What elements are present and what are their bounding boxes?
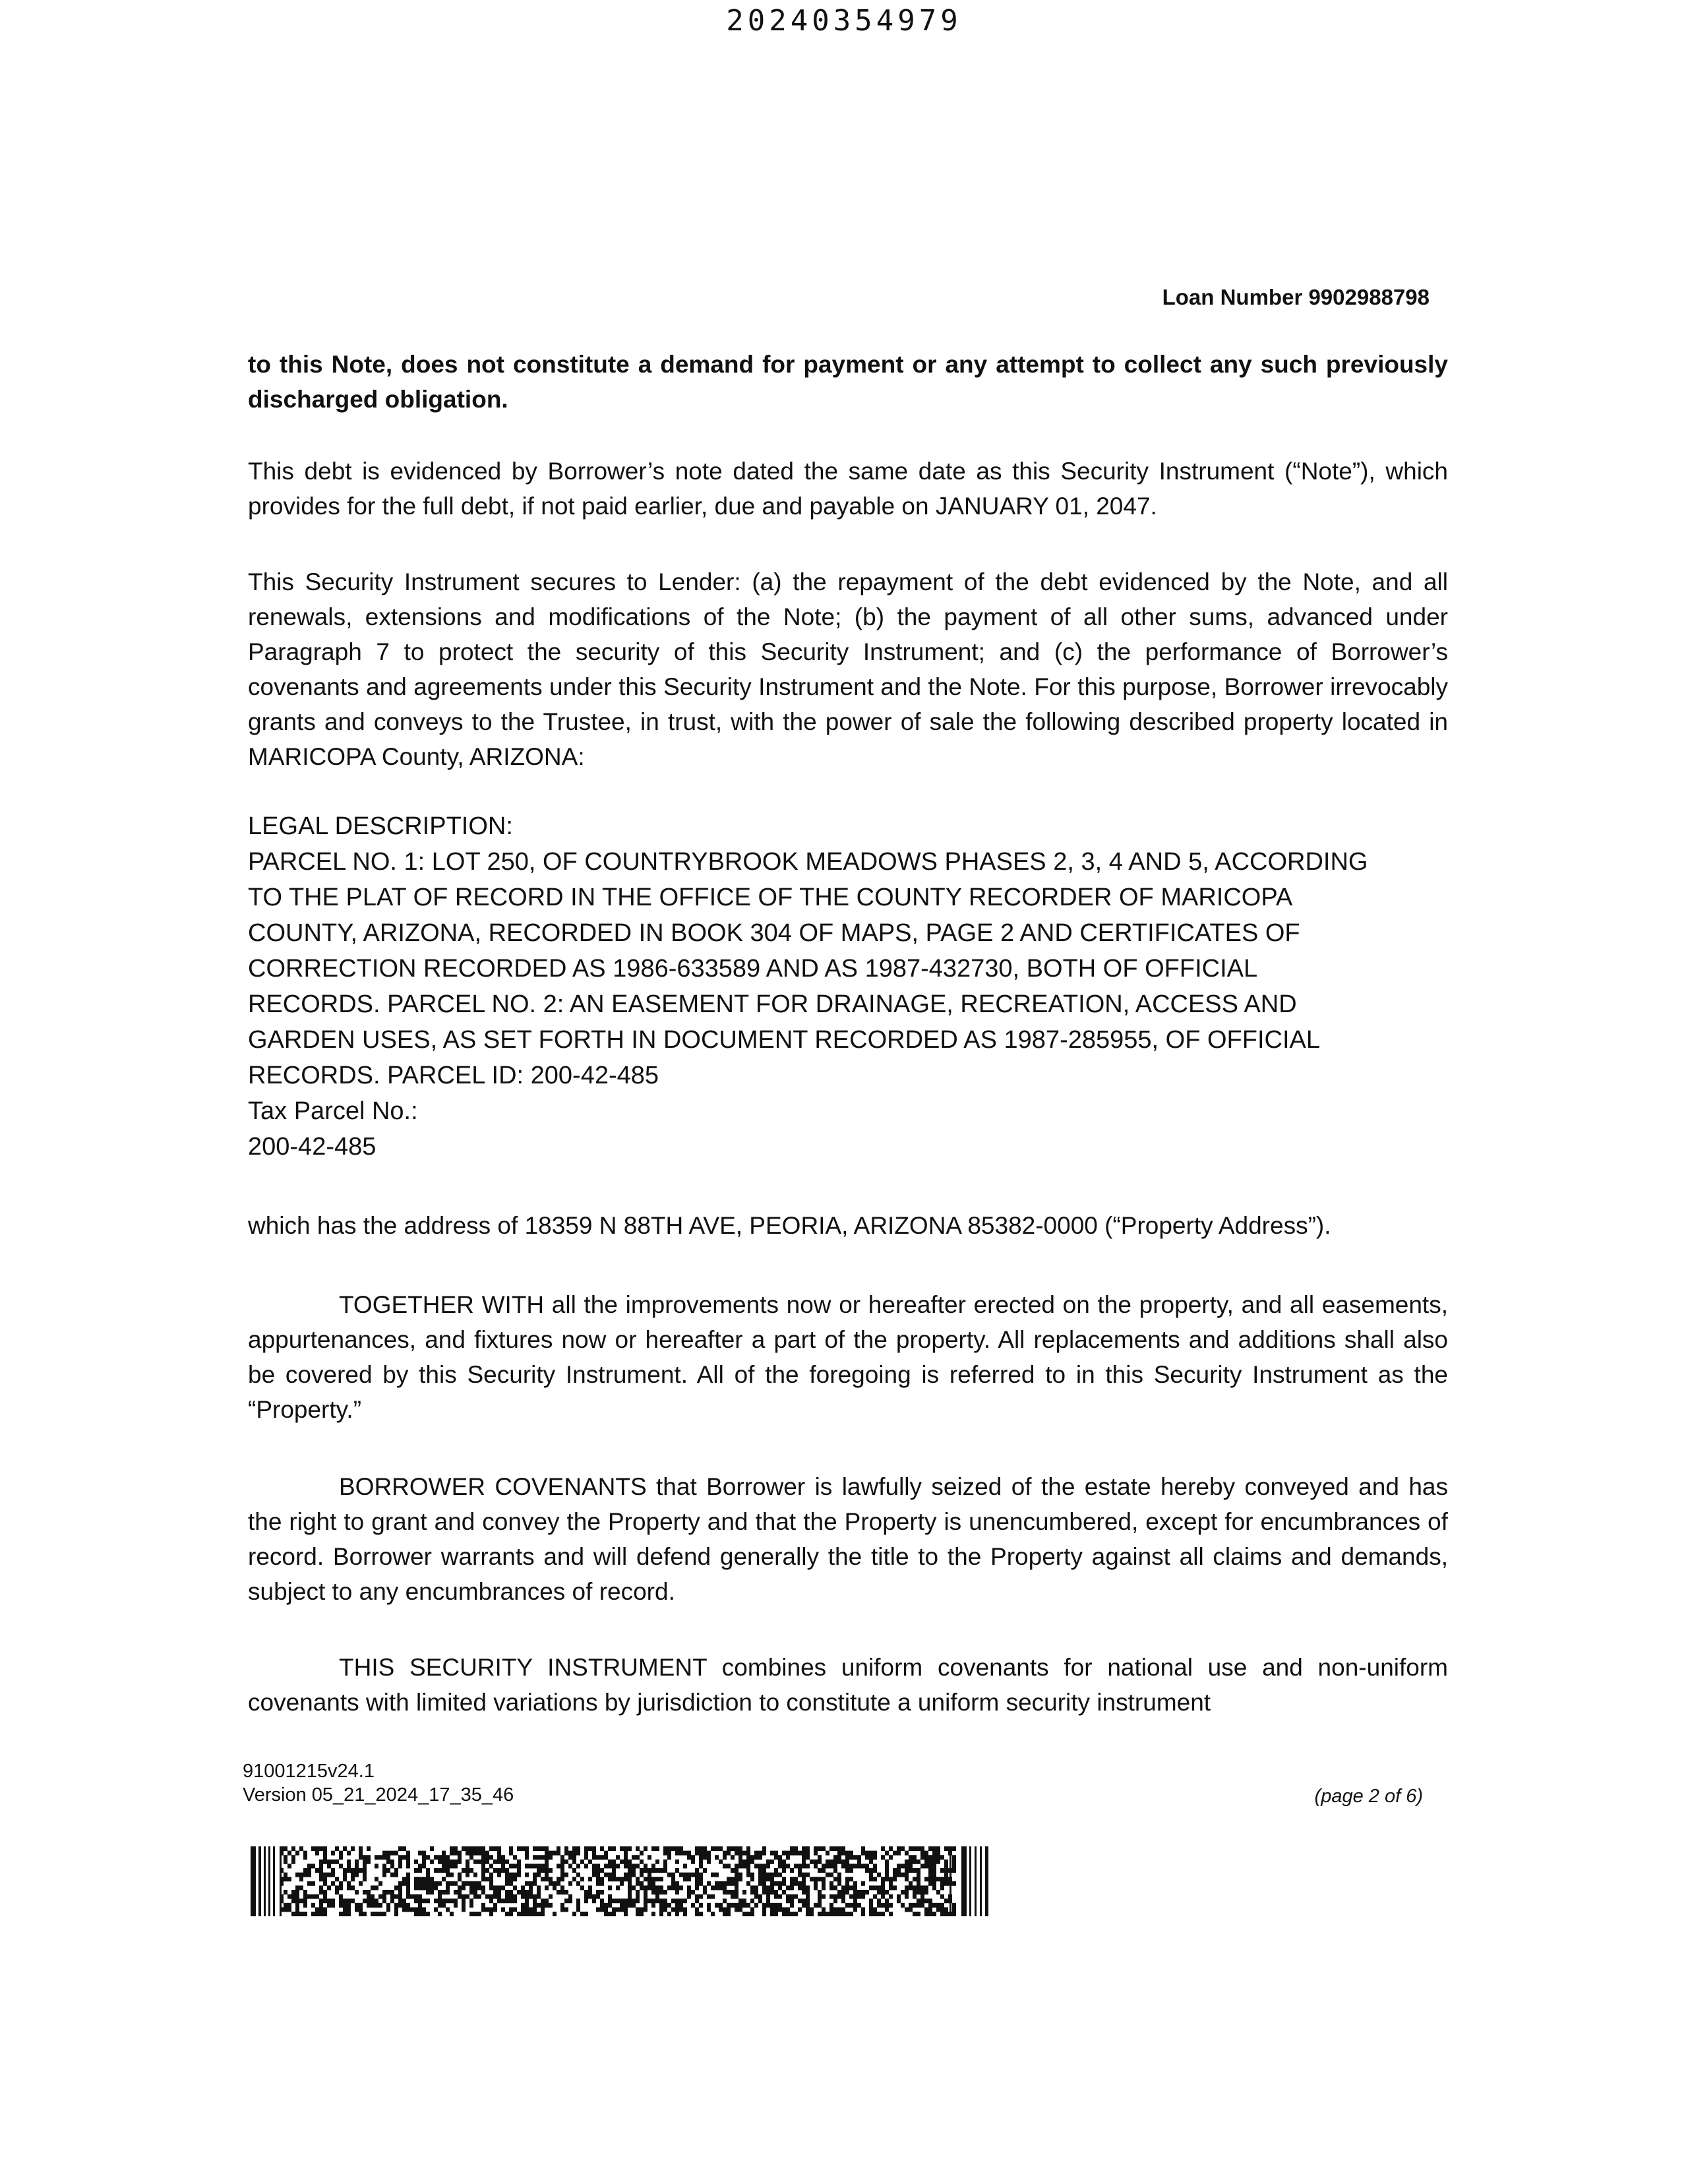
recording-number: 20240354979: [726, 4, 962, 38]
debt-paragraph: This debt is evidenced by Borrower’s note dated the same date as this Security Instrument (“Note”), which provides for the full debt, if not paid earlier, due and payable on JANUARY 01, 2047.: [248, 458, 1448, 520]
legal-description-line: GARDEN USES, AS SET FORTH IN DOCUMENT RECORDED AS 1987-285955, OF OFFICIAL: [248, 1026, 1320, 1054]
legal-description-heading: LEGAL DESCRIPTION:: [248, 812, 513, 840]
legal-description: [248, 808, 1448, 1165]
instrument-paragraph: THIS SECURITY INSTRUMENT combines uniform covenants for national use and non-uniform covenants with limited variations by jurisdiction to constitute a uniform security instrument: [248, 1654, 1448, 1716]
together-paragraph: TOGETHER WITH all the improvements now or hereafter erected on the property, and all easements, appurtenances, and fixtures now or hereafter a part of the property. All replacements and additions shall also be covered by this Security Instrument. All of the foregoing is referred to in this Security Instrument as the “Property.”: [248, 1291, 1448, 1423]
legal-description-line: PARCEL NO. 1: LOT 250, OF COUNTRYBROOK MEADOWS PHASES 2, 3, 4 AND 5, ACCORDING: [248, 848, 1368, 876]
legal-description-line: CORRECTION RECORDED AS 1986-633589 AND AS 1987-432730, BOTH OF OFFICIAL: [248, 955, 1258, 983]
legal-description-line: RECORDS. PARCEL ID: 200-42-485: [248, 1062, 659, 1089]
form-code: 91001215v24.1: [243, 1761, 375, 1782]
legal-description-line: TO THE PLAT OF RECORD IN THE OFFICE OF THE COUNTY RECORDER OF MARICOPA: [248, 884, 1293, 911]
tax-parcel-label: Tax Parcel No.:: [248, 1097, 418, 1125]
barcode-image: [251, 1846, 992, 1916]
page-indicator: (page 2 of 6): [1314, 1786, 1423, 1807]
legal-description-line: RECORDS. PARCEL NO. 2: AN EASEMENT FOR DRAINAGE, RECREATION, ACCESS AND: [248, 990, 1297, 1018]
footer-form-info: [243, 1759, 514, 1807]
tax-parcel-number: 200-42-485: [248, 1133, 377, 1161]
loan-number: Loan Number 9902988798: [1162, 285, 1430, 309]
secures-paragraph: This Security Instrument secures to Lender: (a) the repayment of the debt evidenced by the Note, and all renewals, extensions and modifications of the Note; (b) the payment of all other sums, advanced under Paragraph 7 to protect the security of this Security Instrument; and (c) the performance of Borrower’s covenants and agreements under this Security Instrument and the Note. For this purpose, Borrower irrevocably grants and conveys to the Trustee, in trust, with the power of sale the following described property located in MARICOPA County, ARIZONA:: [248, 568, 1448, 770]
address-paragraph: which has the address of 18359 N 88TH AVE, PEORIA, ARIZONA 85382-0000 (“Property Address”).: [248, 1212, 1331, 1239]
version-text: Version 05_21_2024_17_35_46: [243, 1784, 514, 1805]
legal-description-line: COUNTY, ARIZONA, RECORDED IN BOOK 304 OF MAPS, PAGE 2 AND CERTIFICATES OF: [248, 919, 1300, 947]
bold-intro-paragraph: to this Note, does not constitute a demand for payment or any attempt to collect any such previously discharged obligation.: [248, 351, 1448, 413]
covenants-paragraph: BORROWER COVENANTS that Borrower is lawfully seized of the estate hereby conveyed and has the right to grant and convey the Property and that the Property is unencumbered, except for encumbrances of record. Borrower warrants and will defend generally the title to the Property against all claims and demands, subject to any encumbrances of record.: [248, 1473, 1448, 1605]
